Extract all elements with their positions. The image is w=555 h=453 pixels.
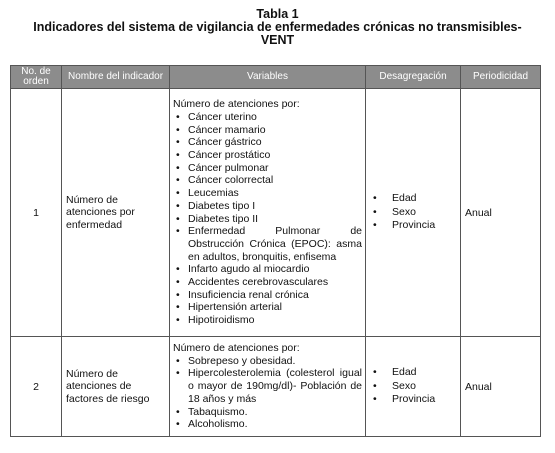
- list-item: • Sobrepeso y obesidad.: [173, 355, 362, 368]
- header-indicator-name: Nombre del indicador: [62, 66, 170, 89]
- list-item: • Leucemias: [173, 187, 362, 200]
- variables-cell: [170, 337, 366, 437]
- table-caption: [0, 0, 555, 47]
- list-item: • Diabetes tipo II: [173, 213, 362, 226]
- disaggregation-list: [370, 192, 456, 233]
- variables-list: [173, 111, 362, 327]
- list-item: • Edad: [370, 366, 456, 380]
- indicators-table: [10, 65, 541, 437]
- list-item: • Cáncer mamario: [173, 124, 362, 137]
- list-item: • Cáncer pulmonar: [173, 162, 362, 175]
- list-item: • Accidentes cerebrovasculares: [173, 276, 362, 289]
- header-disaggregation: Desagregación: [366, 66, 461, 89]
- list-item: • Sexo: [370, 380, 456, 394]
- table-header-row: [11, 66, 541, 89]
- table-row: [11, 337, 541, 437]
- periodicity-cell: Anual: [461, 89, 541, 337]
- list-item: • Cáncer gástrico: [173, 136, 362, 149]
- list-item: • Cáncer prostático: [173, 149, 362, 162]
- variables-intro: Número de atenciones por:: [173, 98, 300, 111]
- list-item: • Provincia: [370, 393, 456, 407]
- list-item: • Enfermedad Pulmonar de Obstrucción Crónica (EPOC): asma en adultos, bronquitis, enfisema: [173, 225, 362, 263]
- list-item: • Edad: [370, 192, 456, 206]
- list-item: • Sexo: [370, 206, 456, 220]
- disaggregation-cell: [366, 89, 461, 337]
- variables-intro: Número de atenciones por:: [173, 342, 300, 355]
- indicator-cell: Número de atenciones de factores de riesgo: [62, 337, 170, 437]
- disaggregation-list: [370, 366, 456, 407]
- header-order: No. de orden: [11, 66, 62, 89]
- list-item: • Cáncer uterino: [173, 111, 362, 124]
- table-number: Tabla 1: [256, 7, 299, 21]
- variables-cell: [170, 89, 366, 337]
- periodicity-cell: Anual: [461, 337, 541, 437]
- list-item: • Hipertensión arterial: [173, 301, 362, 314]
- table-title-line-2: VENT: [260, 33, 295, 47]
- table-title-line-1: Indicadores del sistema de vigilancia de enfermedades crónicas no transmisibles-: [33, 20, 522, 34]
- list-item: • Insuficiencia renal crónica: [173, 289, 362, 302]
- order-cell: 1: [11, 89, 62, 337]
- list-item: • Cáncer colorrectal: [173, 174, 362, 187]
- list-item: • Diabetes tipo I: [173, 200, 362, 213]
- list-item: • Hipercolesterolemia (colesterol igual o mayor de 190mg/dl)- Población de 18 años y más: [173, 367, 362, 405]
- list-item: • Provincia: [370, 219, 456, 233]
- list-item: • Infarto agudo al miocardio: [173, 263, 362, 276]
- list-item: • Tabaquismo.: [173, 406, 362, 419]
- order-cell: 2: [11, 337, 62, 437]
- disaggregation-cell: [366, 337, 461, 437]
- variables-list: [173, 355, 362, 431]
- indicator-cell: Número de atenciones por enfermedad: [62, 89, 170, 337]
- table-row: [11, 89, 541, 337]
- list-item: • Alcoholismo.: [173, 418, 362, 431]
- list-item: • Hipotiroidismo: [173, 314, 362, 327]
- header-periodicity: Periodicidad: [461, 66, 541, 89]
- header-variables: Variables: [170, 66, 366, 89]
